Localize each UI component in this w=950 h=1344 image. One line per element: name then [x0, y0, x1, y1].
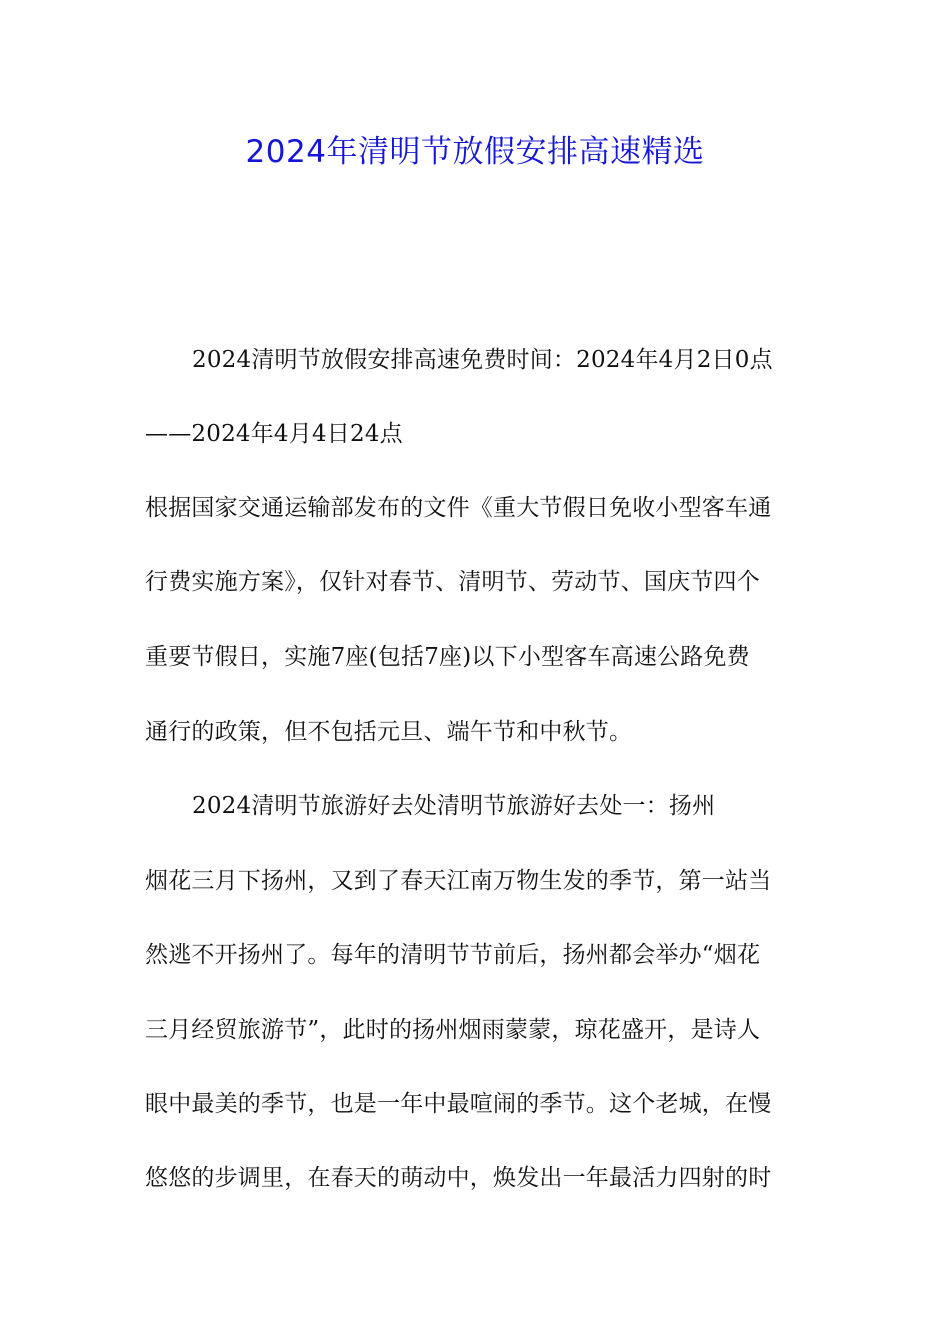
paragraph-line: 三月经贸旅游节”，此时的扬州烟雨蒙蒙，琼花盛开，是诗人	[145, 1017, 761, 1043]
document-title: 2024年清明节放假安排高速精选	[245, 134, 705, 170]
paragraph-line: 烟花三月下扬州，又到了春天江南万物生发的季节，第一站当	[145, 868, 772, 894]
paragraph-line: 2024清明节旅游好去处清明节旅游好去处一：扬州	[192, 793, 716, 819]
paragraph-line: 行费实施方案》，仅针对春节、清明节、劳动节、国庆节四个	[145, 569, 760, 595]
paragraph-line: 然逃不开扬州了。每年的清明节节前后，扬州都会举办“烟花	[145, 942, 761, 968]
paragraph-line: ——2024年4月4日24点	[145, 421, 403, 447]
paragraph-line: 悠悠的步调里，在春天的萌动中，焕发出一年最活力四射的时	[145, 1165, 772, 1191]
paragraph-line: 重要节假日，实施7座(包括7座)以下小型客车高速公路免费	[145, 644, 750, 670]
paragraph-line: 2024清明节放假安排高速免费时间：2024年4月2日0点	[192, 347, 773, 373]
paragraph-line: 通行的政策，但不包括元旦、端午节和中秋节。	[145, 719, 633, 745]
paragraph-line: 根据国家交通运输部发布的文件《重大节假日免收小型客车通	[145, 495, 772, 521]
paragraph-line: 眼中最美的季节，也是一年中最喧闹的季节。这个老城，在慢	[145, 1091, 772, 1117]
